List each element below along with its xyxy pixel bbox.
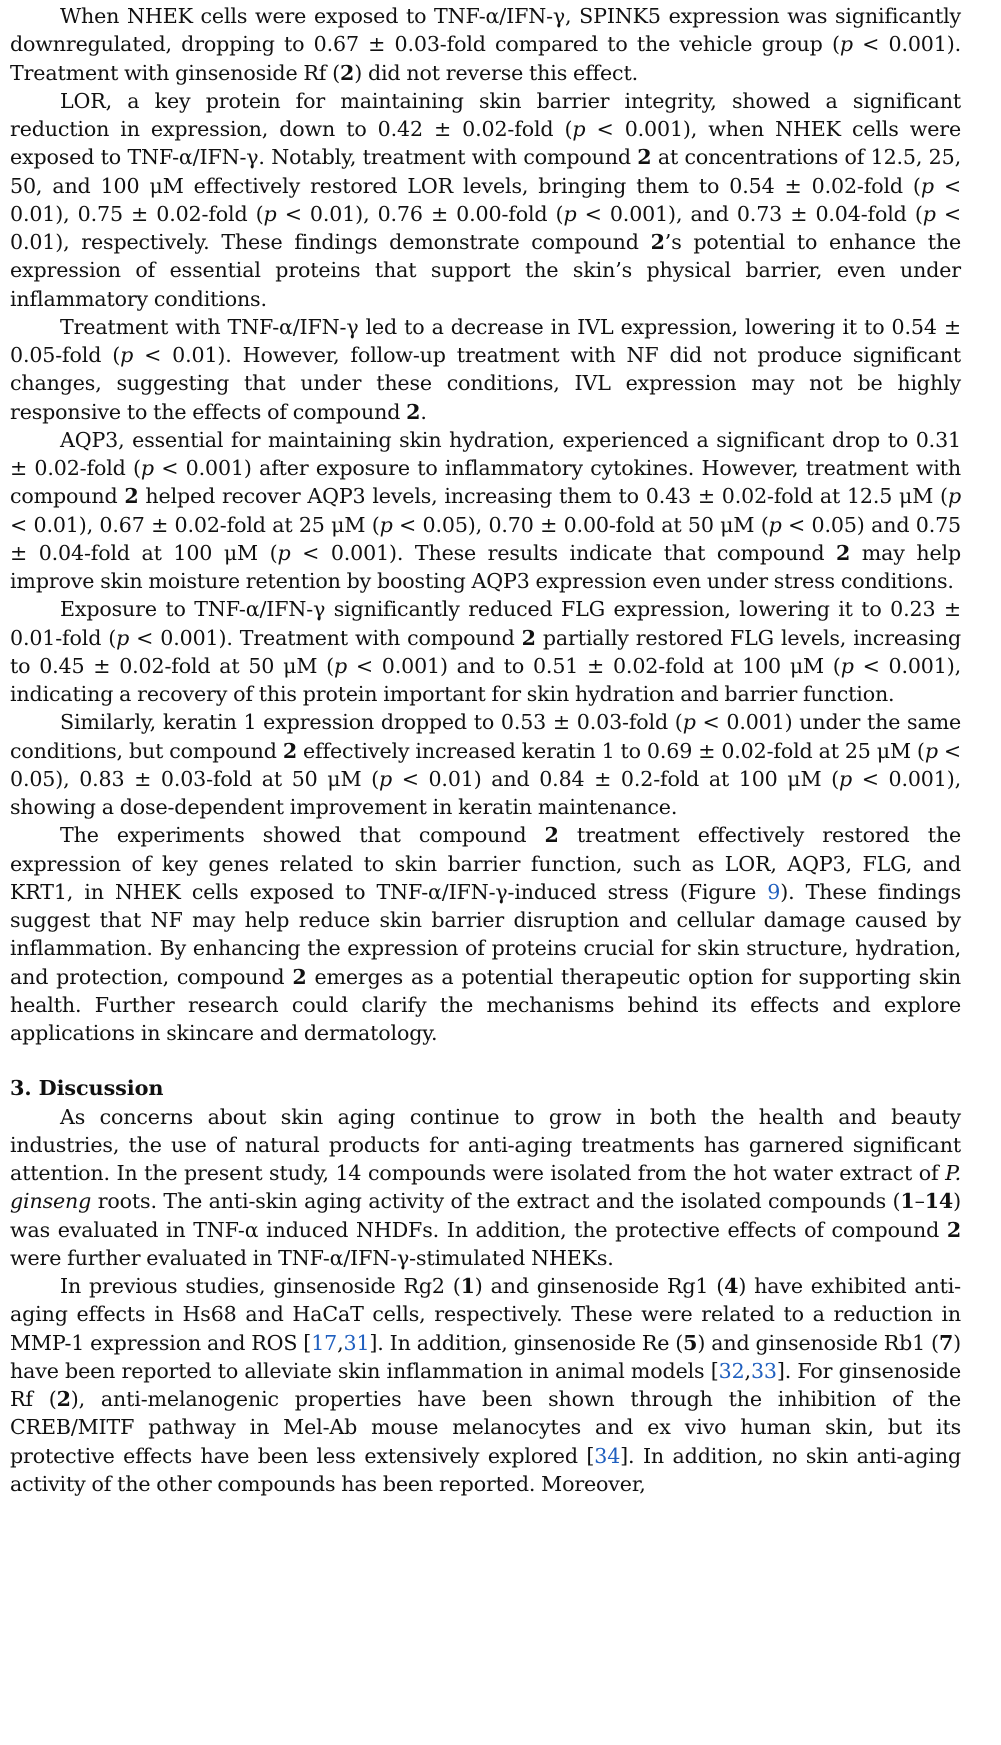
compound-number: 4 <box>724 1274 739 1298</box>
paragraph <box>10 595 961 708</box>
results-section-body <box>10 2 961 1047</box>
reference-link[interactable]: 34 <box>594 1443 621 1468</box>
reference-link[interactable]: 31 <box>343 1330 370 1355</box>
compound-number: 2 <box>544 823 559 848</box>
text-run: emerges as a potential therapeutic option for supporting skin health. Further research could clarify the mechanisms behind its effects and explore applications in skincare and dermatology. <box>10 964 961 1045</box>
text-run: ) have exhibited anti-aging effects in Hs68 and HaCaT cells, respectively. These were related to a reduction in MMP-1 expression and ROS [ <box>10 1274 961 1355</box>
text-run: < 0.01) and 0.84 ± 0.2-fold at 100 μM ( <box>392 766 840 791</box>
italic-text: p <box>277 540 291 565</box>
text-run: . <box>420 399 427 424</box>
compound-number: 5 <box>683 1330 698 1355</box>
italic-text: p <box>120 343 134 367</box>
text-run: < 0.001) under the same conditions, but compound <box>10 710 962 763</box>
compound-number: 2 <box>406 399 421 424</box>
italic-text: p <box>116 625 130 650</box>
text-run: < 0.001). Treatment with compound <box>129 625 522 650</box>
italic-text: p <box>379 766 393 791</box>
reference-link[interactable]: 9 <box>767 879 781 904</box>
text-run: In previous studies, ginsenoside Rg2 ( <box>60 1274 461 1298</box>
text-run: Exposure to TNF-α/IFN-γ significantly reduced FLG expression, lowering it to 0.23 ± 0.01-fold ( <box>10 597 961 650</box>
compound-number: 2 <box>124 484 139 509</box>
text-run: ’s potential to enhance the expression of essential proteins that support the skin’s physical barrier, even under inflammatory conditions. <box>10 230 961 311</box>
italic-text: p <box>947 484 961 509</box>
text-run: ]. For ginsenoside Rf ( <box>10 1358 961 1411</box>
compound-number: 14 <box>924 1189 954 1214</box>
text-run: < 0.05), 0.70 ± 0.00-fold at 50 μM ( <box>392 512 769 537</box>
text-run: ), anti-melanogenic properties have been shown through the inhibition of the CREB/MITF pathway in Mel-Ab mouse melanocytes and ex vivo human skin, but its protective effects have been less extensively explored [ <box>10 1387 962 1468</box>
paragraph <box>10 1272 961 1498</box>
text-run: < 0.001), when NHEK cells were exposed to TNF-α/IFN-γ. Notably, treatment with compound <box>10 117 961 170</box>
compound-number: 2 <box>946 1217 961 1242</box>
text-run: ). These findings suggest that NF may help reduce skin barrier disruption and cellular damage caused by inflammation. By enhancing the expression of proteins crucial for skin structure, hydration, and protection, compound <box>10 879 961 989</box>
compound-number: 2 <box>292 964 307 989</box>
compound-number: 2 <box>637 145 652 170</box>
reference-link[interactable]: 17 <box>311 1330 338 1355</box>
text-run: As concerns about skin aging continue to grow in both the health and beauty industries, the use of natural products for anti-aging treatments has garnered significant attention. In the present study, 14 compounds were isolated from the hot water extract of <box>10 1104 961 1185</box>
italic-text: p <box>768 512 782 537</box>
compound-number: 1 <box>900 1189 915 1214</box>
compound-number: 2 <box>282 738 297 763</box>
text-run: Similarly, keratin 1 expression dropped to 0.53 ± 0.03-fold ( <box>60 710 683 735</box>
text-run: ) and ginsenoside Rg1 ( <box>474 1274 725 1298</box>
italic-text: p <box>140 456 154 480</box>
text-run: helped recover AQP3 levels, increasing them to 0.43 ± 0.02-fold at 12.5 μM ( <box>138 484 948 509</box>
text-run: ) have been reported to alleviate skin inflammation in animal models [ <box>10 1330 962 1383</box>
text-run: < 0.01), 0.76 ± 0.00-fold ( <box>276 201 564 226</box>
italic-text: p <box>263 201 277 226</box>
text-run: LOR, a key protein for maintaining skin barrier integrity, showed a significant reduction in expression, down to 0.42 ± 0.02-fold ( <box>10 88 961 141</box>
text-run: ) was evaluated in TNF-α induced NHDFs. In addition, the protective effects of compound <box>10 1189 961 1242</box>
compound-number: 2 <box>650 230 665 254</box>
italic-text: p <box>572 117 586 141</box>
text-run: When NHEK cells were exposed to TNF-α/IFN-γ, SPINK5 expression was significantly downregulated, dropping to 0.67 ± 0.03-fold compared to the vehicle group ( <box>10 4 961 57</box>
text-run: < 0.001) and to 0.51 ± 0.02-fold at 100 μM ( <box>347 653 841 678</box>
text-run: – <box>914 1189 925 1214</box>
italic-text: p <box>840 653 854 678</box>
text-run: treatment effectively restored the expression of key genes related to skin barrier function, such as LOR, AQP3, FLG, and KRT1, in NHEK cells exposed to TNF-α/IFN-γ-induced stress (Figure <box>10 823 961 904</box>
text-run: partially restored FLG levels, increasing to 0.45 ± 0.02-fold at 50 μM ( <box>10 625 961 678</box>
text-run: < 0.001). Treatment with ginsenoside Rf ( <box>10 32 961 85</box>
italic-text: p <box>333 653 348 678</box>
text-run: may help improve skin moisture retention by boosting AQP3 expression even under stress conditions. <box>10 540 961 593</box>
paragraph <box>10 313 961 426</box>
italic-text: p <box>682 710 696 735</box>
paragraph <box>10 87 961 313</box>
text-run: < 0.001), showing a dose-dependent improvement in keratin maintenance. <box>10 766 961 819</box>
compound-number: 2 <box>836 540 851 565</box>
italic-text: p <box>563 201 577 226</box>
paragraph <box>10 821 961 1047</box>
paragraph <box>10 426 961 596</box>
text-run: were further evaluated in TNF-α/IFN-γ-stimulated NHEKs. <box>10 1245 614 1270</box>
text-run: < 0.001), and 0.73 ± 0.04-fold ( <box>576 201 923 226</box>
compound-number: 1 <box>460 1274 475 1298</box>
paragraph <box>10 708 961 821</box>
reference-link[interactable]: 32 <box>718 1358 745 1383</box>
text-run: < 0.01), respectively. These findings demonstrate compound <box>10 201 961 254</box>
italic-text: p <box>920 173 934 198</box>
text-run: ) did not reverse this effect. <box>354 60 638 85</box>
section-heading: 3. Discussion <box>10 1075 164 1101</box>
compound-number: 7 <box>938 1330 954 1355</box>
italic-text: p <box>839 32 853 57</box>
italic-text: p <box>379 512 393 537</box>
compound-number: 2 <box>521 625 536 650</box>
text-run: ]. In addition, no skin anti-aging activity of the other compounds has been reported. Moreover, <box>10 1443 961 1496</box>
text-run: < 0.001), indicating a recovery of this protein important for skin hydration and barrier function. <box>10 653 961 706</box>
text-run: < 0.01). However, follow-up treatment with NF did not produce significant changes, suggesting that under these conditions, IVL expression may not be highly responsive to the effects of compound <box>10 343 961 424</box>
text-run: at concentrations of 12.5, 25, 50, and 100 μM effectively restored LOR levels, bringing them to 0.54 ± 0.02-fold ( <box>10 145 961 198</box>
text-run: The experiments showed that compound <box>60 823 545 848</box>
text-run: Treatment with TNF-α/IFN-γ led to a decrease in IVL expression, lowering it to 0.54 ± 0.05-fold ( <box>10 314 961 367</box>
text-run: , <box>744 1358 751 1383</box>
text-run: < 0.05) and 0.75 ± 0.04-fold at 100 μM ( <box>10 512 962 565</box>
text-run: ]. In addition, ginsenoside Re ( <box>369 1330 684 1355</box>
paragraph <box>10 2 961 87</box>
compound-number: 2 <box>340 60 355 85</box>
text-run: < 0.001). These results indicate that compound <box>290 540 837 565</box>
text-run: < 0.01), 0.75 ± 0.02-fold ( <box>10 173 961 226</box>
compound-number: 2 <box>56 1387 71 1411</box>
text-run: roots. The anti-skin aging activity of the extract and the isolated compounds ( <box>91 1189 901 1214</box>
italic-text: p <box>922 201 936 226</box>
text-run: ) and ginsenoside Rb1 ( <box>697 1330 939 1355</box>
text-run: , <box>337 1330 344 1355</box>
text-run: < 0.001) after exposure to inflammatory cytokines. However, treatment with compound <box>10 456 961 509</box>
text-run: < 0.01), 0.67 ± 0.02-fold at 25 μM ( <box>10 512 380 537</box>
italic-text: p <box>924 738 938 763</box>
paragraph <box>10 1103 961 1273</box>
text-run: AQP3, essential for maintaining skin hydration, experienced a significant drop to 0.31 ± 0.02-fold ( <box>10 427 961 480</box>
discussion-section-body <box>10 1103 961 1499</box>
italic-text: p <box>839 766 853 791</box>
text-run: effectively increased keratin 1 to 0.69 ± 0.02-fold at 25 μM ( <box>297 738 925 763</box>
italic-text: P. ginseng <box>10 1161 961 1214</box>
reference-link[interactable]: 33 <box>750 1358 777 1383</box>
text-run: < 0.05), 0.83 ± 0.03-fold at 50 μM ( <box>10 738 961 791</box>
